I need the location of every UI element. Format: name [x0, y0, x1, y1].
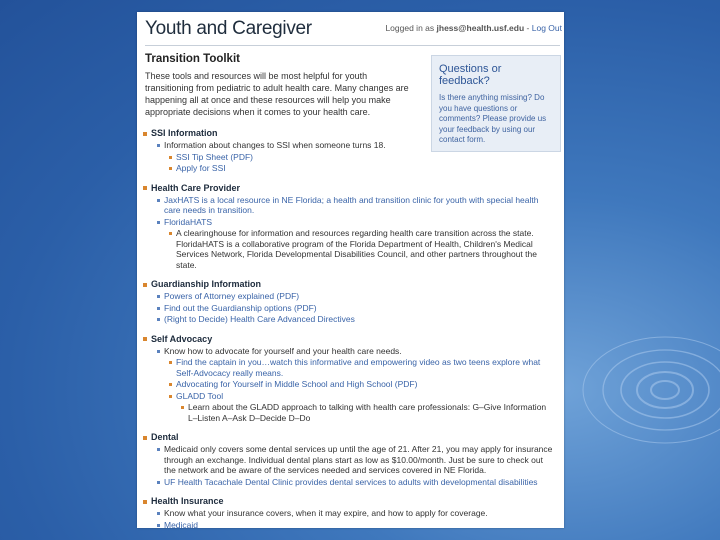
list-item: Know how to advocate for yourself and your health care needs.	[164, 345, 402, 356]
section-health-care-provider	[141, 183, 556, 271]
list-item: Know what your insurance covers, when it may expire, and how to apply for coverage.	[164, 508, 488, 518]
orange-bullet-icon	[143, 500, 147, 504]
page-title: Youth and Caregiver	[145, 18, 312, 39]
bullet-icon	[157, 221, 160, 224]
section-heading[interactable]: Self Advocacy	[151, 333, 213, 344]
orange-bullet-icon	[169, 156, 172, 159]
list-item: A clearinghouse for information and resources regarding health care transition across the state. FloridaHATS is a collaborative program of the Florida Department of Health, Children's Medical Services Network, Florida Developmental Disabilities Council, and other partners throughout the state.	[176, 228, 537, 270]
captain-video-link[interactable]: Find the captain in you…watch this informative and empowering video as two teens explore what Self-Advocacy really means.	[176, 357, 541, 378]
orange-bullet-icon	[181, 406, 184, 409]
floridahats-link[interactable]: FloridaHATS	[164, 216, 213, 227]
toolkit-sections	[141, 128, 556, 528]
orange-bullet-icon	[169, 167, 172, 170]
bullet-icon	[157, 295, 160, 298]
jaxhats-link[interactable]: JaxHATS is a local resource in NE Florida; a health and transition clinic for youth with special health care needs in transition.	[164, 194, 539, 215]
section-ssi	[141, 128, 556, 174]
toolkit-title: Transition Toolkit	[145, 53, 240, 65]
orange-bullet-icon	[169, 395, 172, 398]
advanced-directives-link[interactable]: (Right to Decide) Health Care Advanced Directives	[164, 314, 355, 324]
section-heading[interactable]: Health Care Provider	[151, 182, 241, 193]
bullet-icon	[157, 199, 160, 202]
orange-bullet-icon	[143, 132, 147, 136]
section-heading[interactable]: Guardianship Information	[151, 279, 262, 289]
feedback-title: Questions or feedback?	[439, 63, 502, 87]
apply-ssi-link[interactable]: Apply for SSI	[176, 163, 226, 173]
list-item: Information about changes to SSI when someone turns 18.	[164, 140, 386, 150]
section-health-insurance	[141, 496, 556, 528]
bullet-icon	[157, 448, 160, 451]
medicaid-link[interactable]: Medicaid	[164, 519, 199, 528]
gladd-tool-link[interactable]: GLADD Tool	[176, 390, 224, 401]
powers-of-attorney-link[interactable]: Powers of Attorney explained (PDF)	[164, 291, 300, 301]
list-item: Learn about the GLADD approach to talking with health care professionals: G–Give Information L–Listen A–Ask D–Decide D–Do	[188, 402, 547, 423]
advocating-pdf-link[interactable]: Advocating for Yourself in Middle School and High School (PDF)	[176, 379, 418, 389]
bullet-icon	[157, 524, 160, 527]
orange-bullet-icon	[143, 283, 147, 287]
orange-bullet-icon	[143, 337, 147, 341]
ssi-tip-sheet-link[interactable]: SSI Tip Sheet (PDF)	[176, 151, 253, 162]
login-separator: -	[526, 23, 530, 33]
logged-in-label: Logged in as	[385, 23, 435, 33]
section-dental	[141, 432, 556, 487]
dental-clinic-link[interactable]: UF Health Tacachale Dental Clinic provides dental services to adults with developmental disabilities	[164, 476, 538, 487]
section-guardianship	[141, 279, 556, 325]
section-heading[interactable]: Health Insurance	[151, 496, 224, 506]
orange-bullet-icon	[169, 361, 172, 364]
bullet-icon	[157, 512, 160, 515]
login-status	[385, 23, 562, 33]
guardianship-options-link[interactable]: Find out the Guardianship options (PDF)	[164, 302, 317, 313]
list-item: Medicaid only covers some dental services up until the age of 21. After 21, you may apply for insurance through an exchange. Individual dental plans start as low as $10.00/month. Just be sure to check out the network and be aware of the services needed and services covered in NE Florida.	[164, 444, 553, 475]
section-self-advocacy	[141, 334, 556, 424]
orange-bullet-icon	[169, 232, 172, 235]
orange-bullet-icon	[143, 186, 147, 190]
bullet-icon	[157, 318, 160, 321]
section-heading[interactable]: SSI Information	[151, 128, 218, 138]
bullet-icon	[157, 481, 160, 484]
slide-screenshot	[137, 12, 564, 528]
bullet-icon	[157, 350, 160, 353]
water-ripple-decoration	[560, 330, 720, 470]
bullet-icon	[157, 144, 160, 147]
intro-text: These tools and resources will be most helpful for youth transitioning from pediatric to adult health care. Many changes are happening all at once and these resources will help you make appropriate decisions when it comes to your health care.	[145, 71, 409, 117]
logout-link[interactable]: Log Out	[531, 23, 562, 33]
orange-bullet-icon	[143, 436, 147, 440]
orange-bullet-icon	[169, 383, 172, 386]
section-heading[interactable]: Dental	[151, 432, 179, 442]
header-divider	[145, 45, 560, 46]
user-email: jhess@health.usf.edu	[436, 23, 525, 33]
bullet-icon	[157, 307, 160, 310]
feedback-body-link[interactable]: Is there anything missing? Do you have questions or comments? Please provide us your feedback by using our contact form.	[439, 93, 547, 144]
